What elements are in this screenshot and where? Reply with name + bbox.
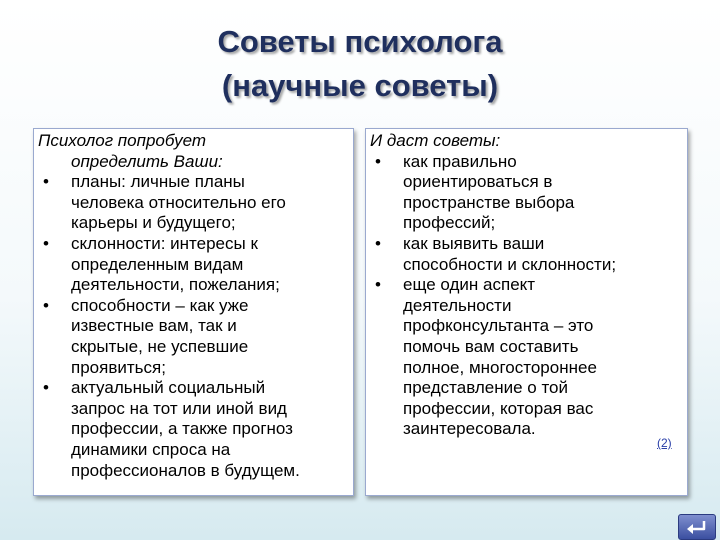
item-line: известные вам, так и bbox=[71, 316, 237, 336]
left-intro bbox=[38, 131, 353, 172]
item-line: динамики спроса на bbox=[71, 439, 231, 459]
left-text-box bbox=[33, 128, 354, 496]
item-line: полное, многостороннее bbox=[403, 357, 597, 377]
return-button[interactable] bbox=[678, 514, 716, 540]
item-line: представление о той bbox=[403, 378, 569, 398]
item-line: склонности: интересы к bbox=[71, 233, 258, 253]
right-intro: И даст советы: bbox=[370, 131, 501, 150]
item-line: деятельности bbox=[403, 295, 512, 315]
list-item bbox=[370, 152, 687, 234]
item-line: актуальный социальный bbox=[71, 378, 266, 398]
item-line: профконсультанта – это bbox=[403, 316, 594, 336]
item-line: профессионалов в будущем. bbox=[71, 460, 300, 480]
list-item bbox=[370, 234, 687, 275]
left-bullet-list bbox=[38, 172, 353, 481]
item-line: планы: личные планы bbox=[71, 172, 245, 192]
left-intro-line-2: определить Ваши: bbox=[71, 151, 223, 171]
item-line: заинтересовала. bbox=[403, 419, 536, 439]
bullet-icon: • bbox=[43, 295, 49, 315]
list-item bbox=[38, 378, 353, 481]
item-line: определенным видам bbox=[71, 254, 244, 274]
title-line-1: Советы психолога bbox=[217, 24, 503, 59]
return-arrow-icon bbox=[684, 518, 710, 536]
right-text-box bbox=[365, 128, 688, 496]
item-line: ориентироваться в bbox=[403, 172, 553, 192]
bullet-icon: • bbox=[43, 233, 49, 253]
item-line: пространстве выбора bbox=[403, 192, 575, 212]
item-line: проявиться; bbox=[71, 357, 166, 377]
bullet-icon: • bbox=[375, 151, 381, 171]
bullet-icon: • bbox=[375, 275, 381, 295]
item-line: как правильно bbox=[403, 151, 517, 171]
item-line: помочь вам составить bbox=[403, 336, 579, 356]
item-line: профессий; bbox=[403, 213, 496, 233]
list-item bbox=[38, 172, 353, 234]
item-line: человека относительно его bbox=[71, 192, 286, 212]
bullet-icon: • bbox=[43, 172, 49, 192]
right-bullet-list bbox=[370, 152, 687, 440]
title-line-2: (научные советы) bbox=[221, 68, 499, 103]
item-line: деятельности, пожелания; bbox=[71, 275, 280, 295]
item-line: еще один аспект bbox=[403, 275, 536, 295]
list-item bbox=[38, 234, 353, 296]
item-line: способности и склонности; bbox=[403, 254, 617, 274]
item-line: скрытые, не успевшие bbox=[71, 336, 249, 356]
left-intro-line-1: Психолог попробует bbox=[38, 131, 206, 150]
list-item bbox=[370, 275, 687, 440]
item-line: профессии, а также прогноз bbox=[71, 419, 293, 439]
bullet-icon: • bbox=[375, 233, 381, 253]
item-line: карьеры и будущего; bbox=[71, 213, 236, 233]
slide-title bbox=[0, 20, 720, 108]
item-line: как выявить ваши bbox=[403, 233, 545, 253]
list-item bbox=[38, 296, 353, 378]
item-line: способности – как уже bbox=[71, 295, 249, 315]
item-line: запрос на тот или иной вид bbox=[71, 398, 287, 418]
item-line: профессии, которая вас bbox=[403, 398, 594, 418]
bullet-icon: • bbox=[43, 378, 49, 398]
reference-link[interactable]: (2) bbox=[657, 436, 672, 450]
